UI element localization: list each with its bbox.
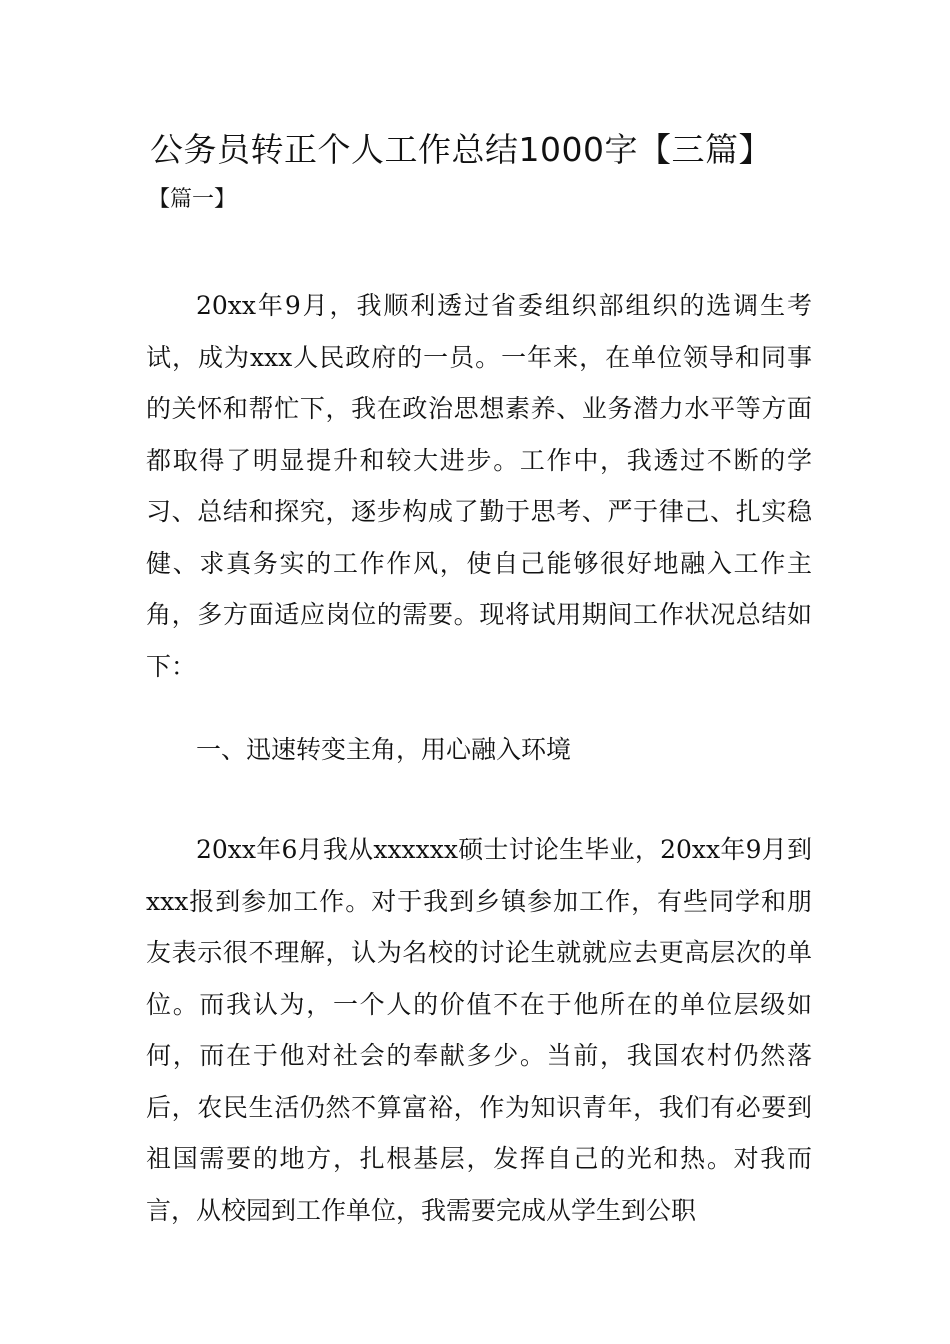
section-label: 【篇一】	[148, 187, 237, 212]
section-heading: 一、迅速转变主角，用心融入环境	[196, 735, 572, 764]
document-title: 公务员转正个人工作总结1000字【三篇】	[150, 130, 772, 169]
body-paragraph: 20xx年9月，我顺利透过省委组织部组织的选调生考试，成为xxx人民政府的一员。一年来，在单位领导和同事的关怀和帮忙下，我在政治思想素养、业务潜力水平等方面都取得了明显提升和较大进步。工作中，我透过不断的学习、总结和探究，逐步构成了勤于思考、严于律己、扎实稳健、求真务实的工作作风，使自己能够很好地融入工作主角，多方面适应岗位的需要。现将试用期间工作状况总结如下：	[146, 291, 812, 681]
body-paragraph: 20xx年6月我从xxxxxx硕士讨论生毕业，20xx年9月到xxx报到参加工作。对于我到乡镇参加工作，有些同学和朋友表示很不理解，认为名校的讨论生就就应去更高层次的单位。而我认为，一个人的价值不在于他所在的单位层级如何，而在于他对社会的奉献多少。当前，我国农村仍然落后，农民生活仍然不算富裕，作为知识青年，我们有必要到祖国需要的地方，扎根基层，发挥自己的光和热。对我而言，从校园到工作单位，我需要完成从学生到公职	[146, 835, 812, 1225]
